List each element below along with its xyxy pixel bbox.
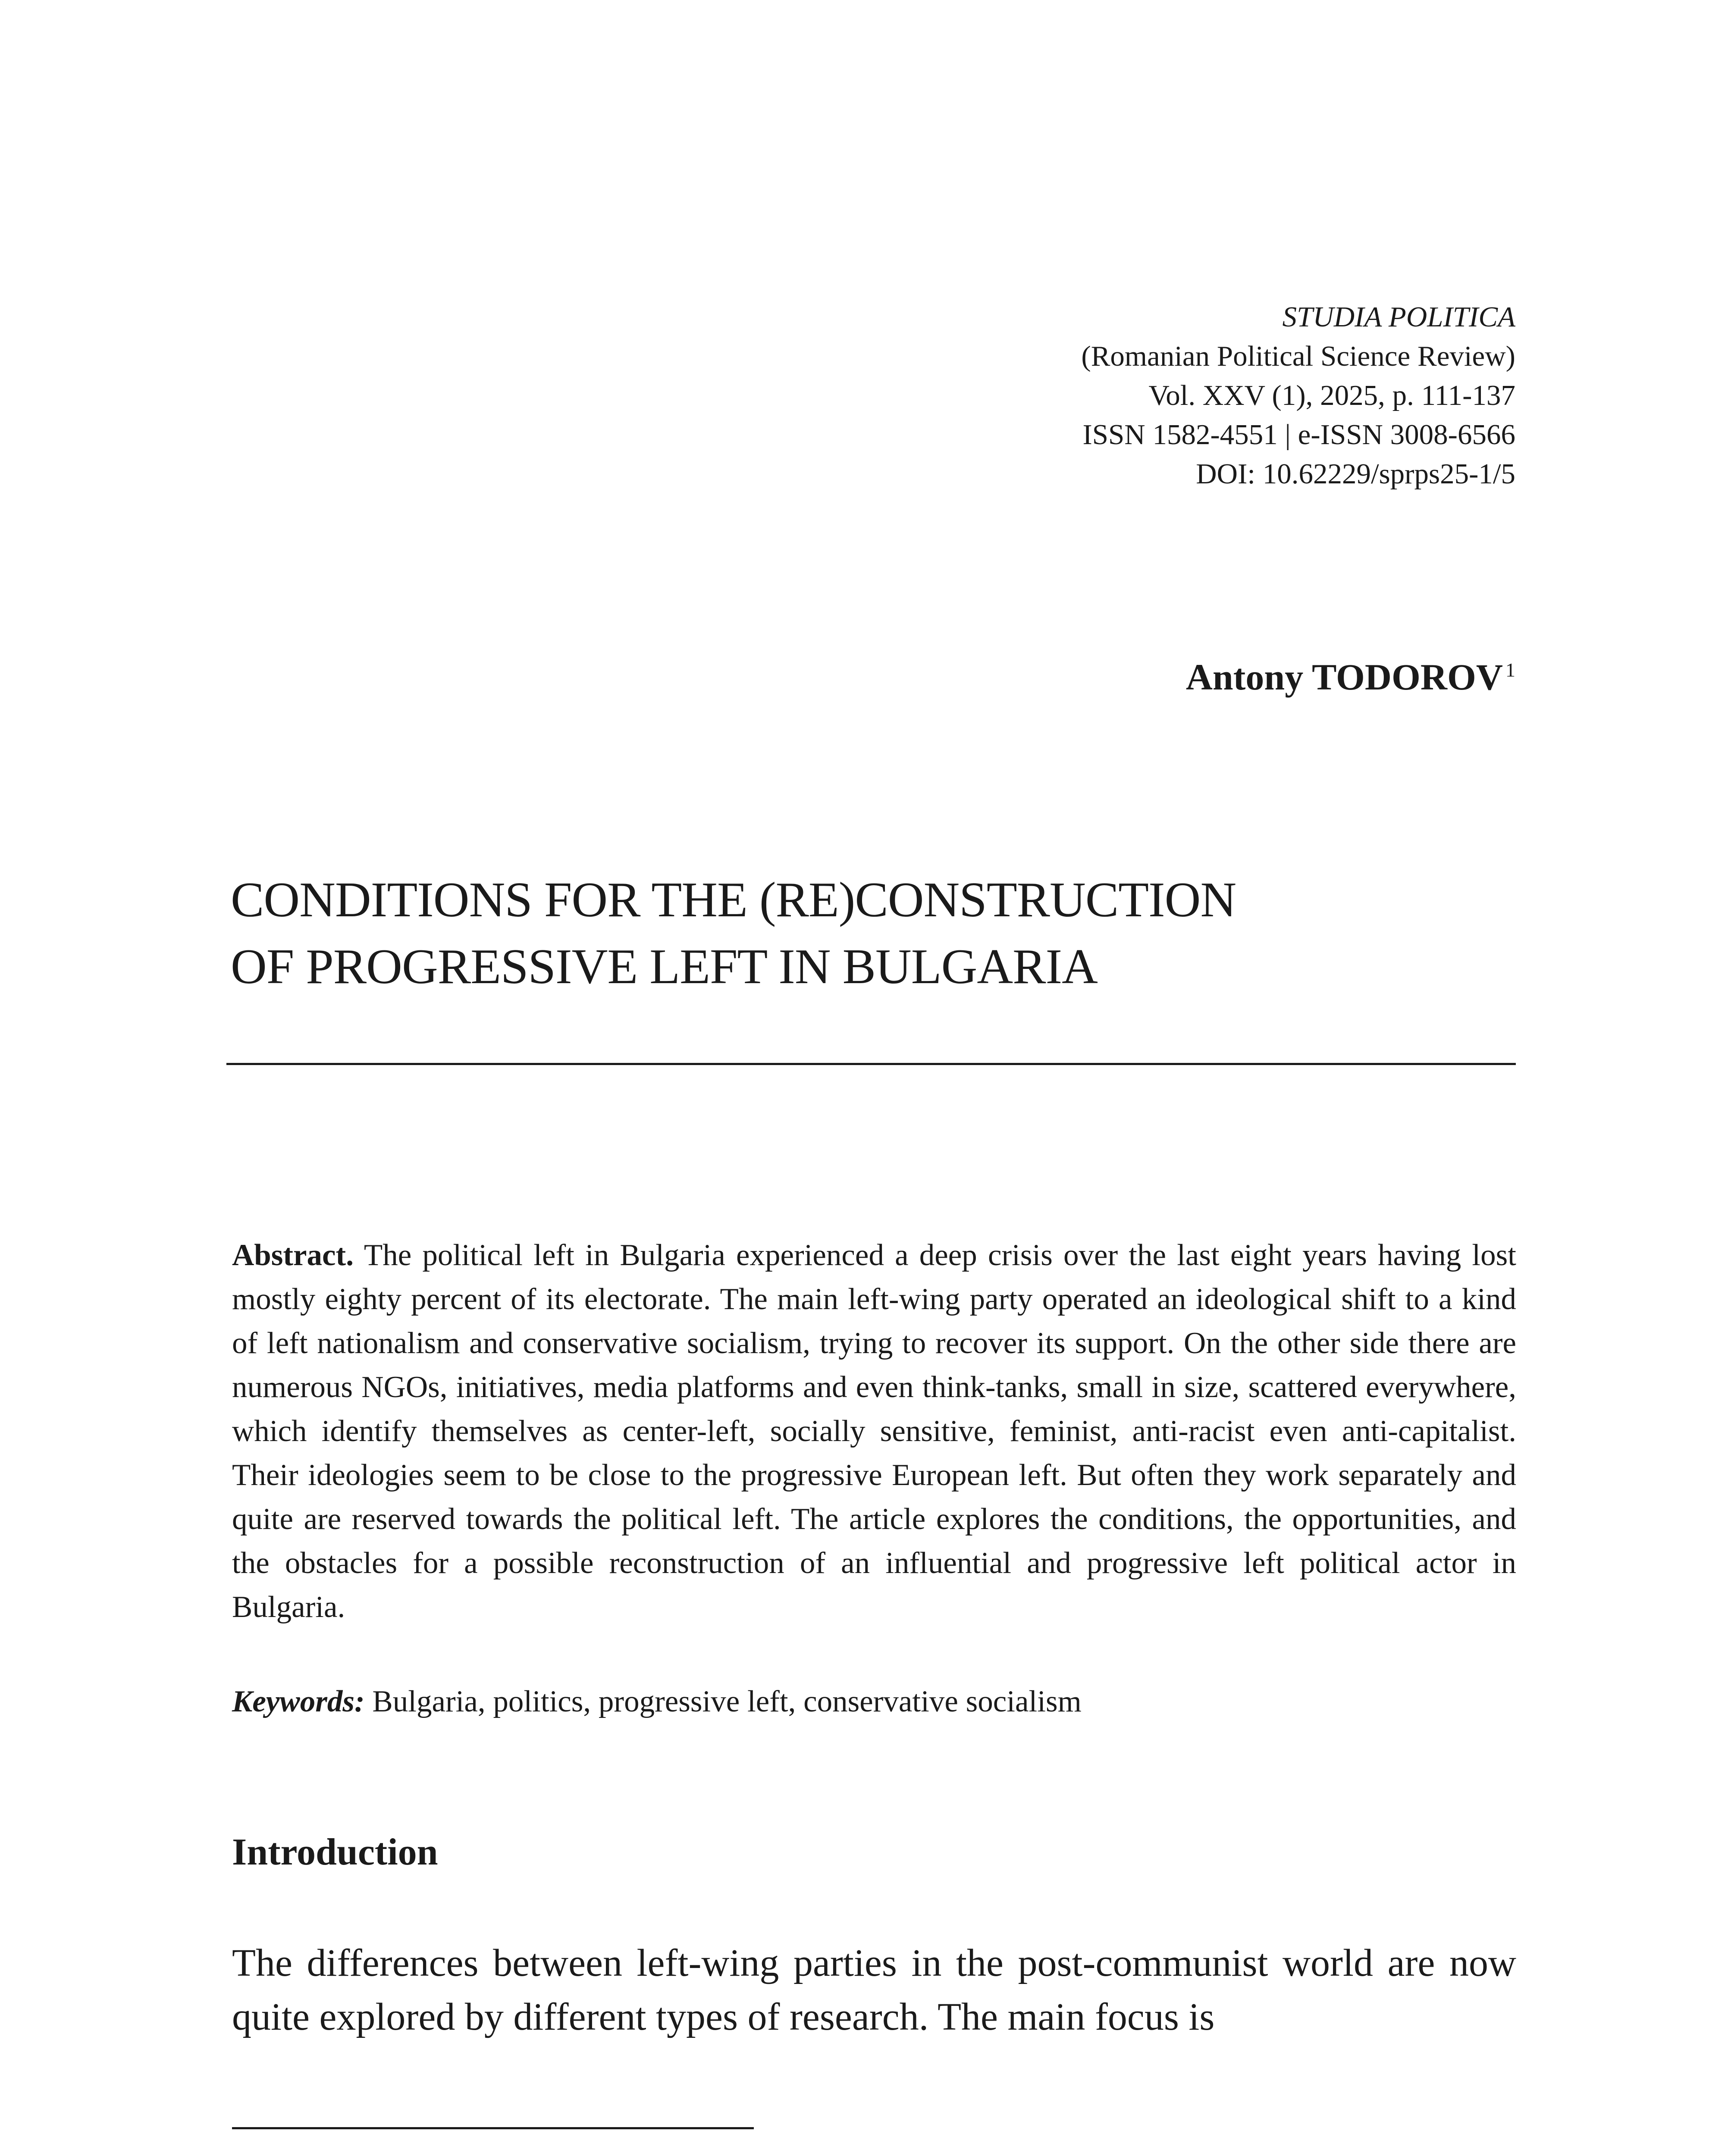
author-footnote-ref[interactable]: 1 bbox=[1505, 659, 1515, 681]
abstract-label: Abstract. bbox=[232, 1238, 354, 1272]
title-line-2: OF PROGRESSIVE LEFT IN BULGARIA bbox=[231, 939, 1098, 994]
journal-info bbox=[1081, 298, 1515, 494]
title-divider bbox=[226, 1063, 1516, 1065]
title-line-1: CONDITIONS FOR THE (RE)CONSTRUCTION bbox=[231, 872, 1236, 928]
author-name: Antony TODOROV bbox=[1185, 656, 1503, 698]
introduction-paragraph: The differences between left-wing parties in the post-communist world are now quite explored by different types of research. The main focus is bbox=[232, 1942, 1516, 2038]
section-heading-introduction: Introduction bbox=[232, 1831, 438, 1873]
volume-info: Vol. XXV (1), 2025, p. 111-137 bbox=[1148, 379, 1515, 411]
article-title bbox=[231, 867, 1568, 1000]
abstract-text: The political left in Bulgaria experienced a deep crisis over the last eight years having lost mostly eighty percent of its electorate. The main left-wing party operated an ideological shift to a kind of left nationalism and conservative socialism, trying to recover its support. On the other side there are numerous NGOs, initiatives, media platforms and even think-tanks, small in size, scattered everywhere, which identify themselves as center-left, socially sensitive, feminist, anti-racist even anti-capitalist. Their ideologies seem to be close to the progressive European left. But often they work separately and quite are reserved towards the political left. The article explores the conditions, the opportunities, and the obstacles for a possible reconstruction of an influential and progressive left political actor in Bulgaria. bbox=[232, 1238, 1517, 1624]
doi-info: DOI: 10.62229/sprps25-1/5 bbox=[1196, 458, 1515, 490]
keywords-label: Keywords: bbox=[232, 1685, 365, 1718]
footnote-divider bbox=[232, 2127, 754, 2129]
issn-info: ISSN 1582-4551 | e-ISSN 3008-6566 bbox=[1082, 419, 1515, 451]
journal-name: STUDIA POLITICA bbox=[1282, 301, 1515, 333]
keywords-text: Bulgaria, politics, progressive left, conservative socialism bbox=[372, 1685, 1082, 1718]
keywords bbox=[232, 1680, 1516, 1724]
author-name-block bbox=[1186, 655, 1515, 699]
journal-subtitle: (Romanian Political Science Review) bbox=[1081, 340, 1515, 372]
abstract bbox=[232, 1233, 1516, 1629]
